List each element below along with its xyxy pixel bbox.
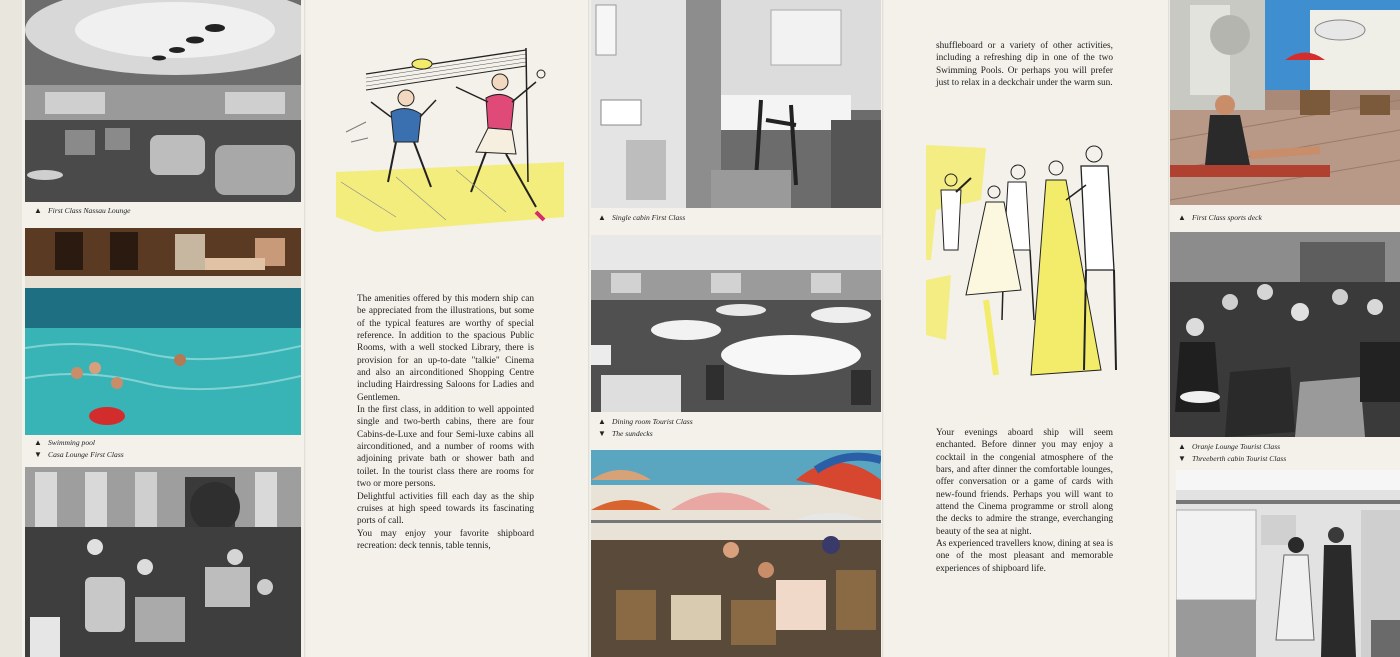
photo-sundecks [591,450,881,657]
text-block-evenings: Your evenings aboard ship will seem enchanted. Before dinner you may enjoy a cocktail in the congenial atmosphere of the bars, and after dinner the comfortable lounges, offer conversation or a game of cards with new-found friends. Perhaps you will want to attend the Cinema programme or stroll along the decks to admire the strange, everchanging beauty of the sea at night. As experienced travellers know, dining at sea is one of the most pleasant and memorable experiences of shipboard life. [936,428,1114,574]
text-block-amenities: The amenities offered by this modern ship can be appreciated from the illustrations, but some of the typical features are worthy of special reference. In addition to the spacious Public Rooms, with a well stocked Library, there is provision for an up-to-date "talkie" Cinema and also an airconditioned Shopping Centre including Hairdressing Saloons for Ladies and Gentlemen. In the first class, in addition to well appointed single and two-berth cabins, there are four Cabins-de-Luxe and four Semi-luxe cabins all airconditioned, and a number of rooms with adjoining private bath or shower bath and toilet. In the tourist class there are rooms for two or more persons. Delightful activities fill each day as the ship cruises at high speed towards its fascinating ports of call. You may enjoy your favorite shipboard recreation: deck tennis, table tennis, [357,294,534,551]
arrow-up-icon: ▲ [598,213,606,222]
arrow-down-icon: ▼ [34,450,42,459]
arrow-up-icon: ▲ [34,206,42,215]
caption-pool-casa: ▲ Swimming pool ▼ Casa Lounge First Class [34,438,124,459]
panel-5 [1168,0,1400,657]
photo-oranje-lounge [1170,232,1400,437]
arrow-down-icon: ▼ [598,429,606,438]
photo-sports-deck [1170,0,1400,205]
panel-4 [882,0,1168,657]
text-block-activities: shuffleboard or a variety of other activities, including a refreshing dip in one of the two Swimming Pools. Or perhaps you will prefer just to relax in a deckchair under the warm sun. [936,41,1113,89]
panel-1 [22,0,304,657]
arrow-down-icon: ▼ [1178,454,1186,463]
photo-nassau-lounge [25,0,301,202]
arrow-up-icon: ▲ [598,417,606,426]
fold-line [588,0,590,657]
photo-casa-lounge [25,467,301,657]
fold-line [304,0,306,657]
arrow-up-icon: ▲ [1178,213,1186,222]
panel-2 [304,0,588,657]
arrow-up-icon: ▲ [34,438,42,447]
volleyball-illustration [336,42,564,237]
photo-single-cabin [591,0,881,208]
panel-3 [588,0,882,657]
caption-dining-sundecks: ▲ Dining room Tourist Class ▼ The sundecks [598,417,693,438]
photo-swimming-pool [25,228,301,435]
arrow-up-icon: ▲ [1178,442,1186,451]
caption-nassau: ▲ First Class Nassau Lounge [34,206,131,215]
caption-sports-deck: ▲ First Class sports deck [1178,213,1262,222]
photo-threeberth-cabin [1176,470,1400,657]
caption-oranje-threeberth: ▲ Oranje Lounge Tourist Class ▼ Threeberth cabin Tourist Class [1178,442,1287,463]
fold-line [882,0,884,657]
photo-dining-room [591,235,881,412]
fold-line [1168,0,1170,657]
caption-single-cabin: ▲ Single cabin First Class [598,213,686,222]
dancing-illustration [926,140,1131,380]
